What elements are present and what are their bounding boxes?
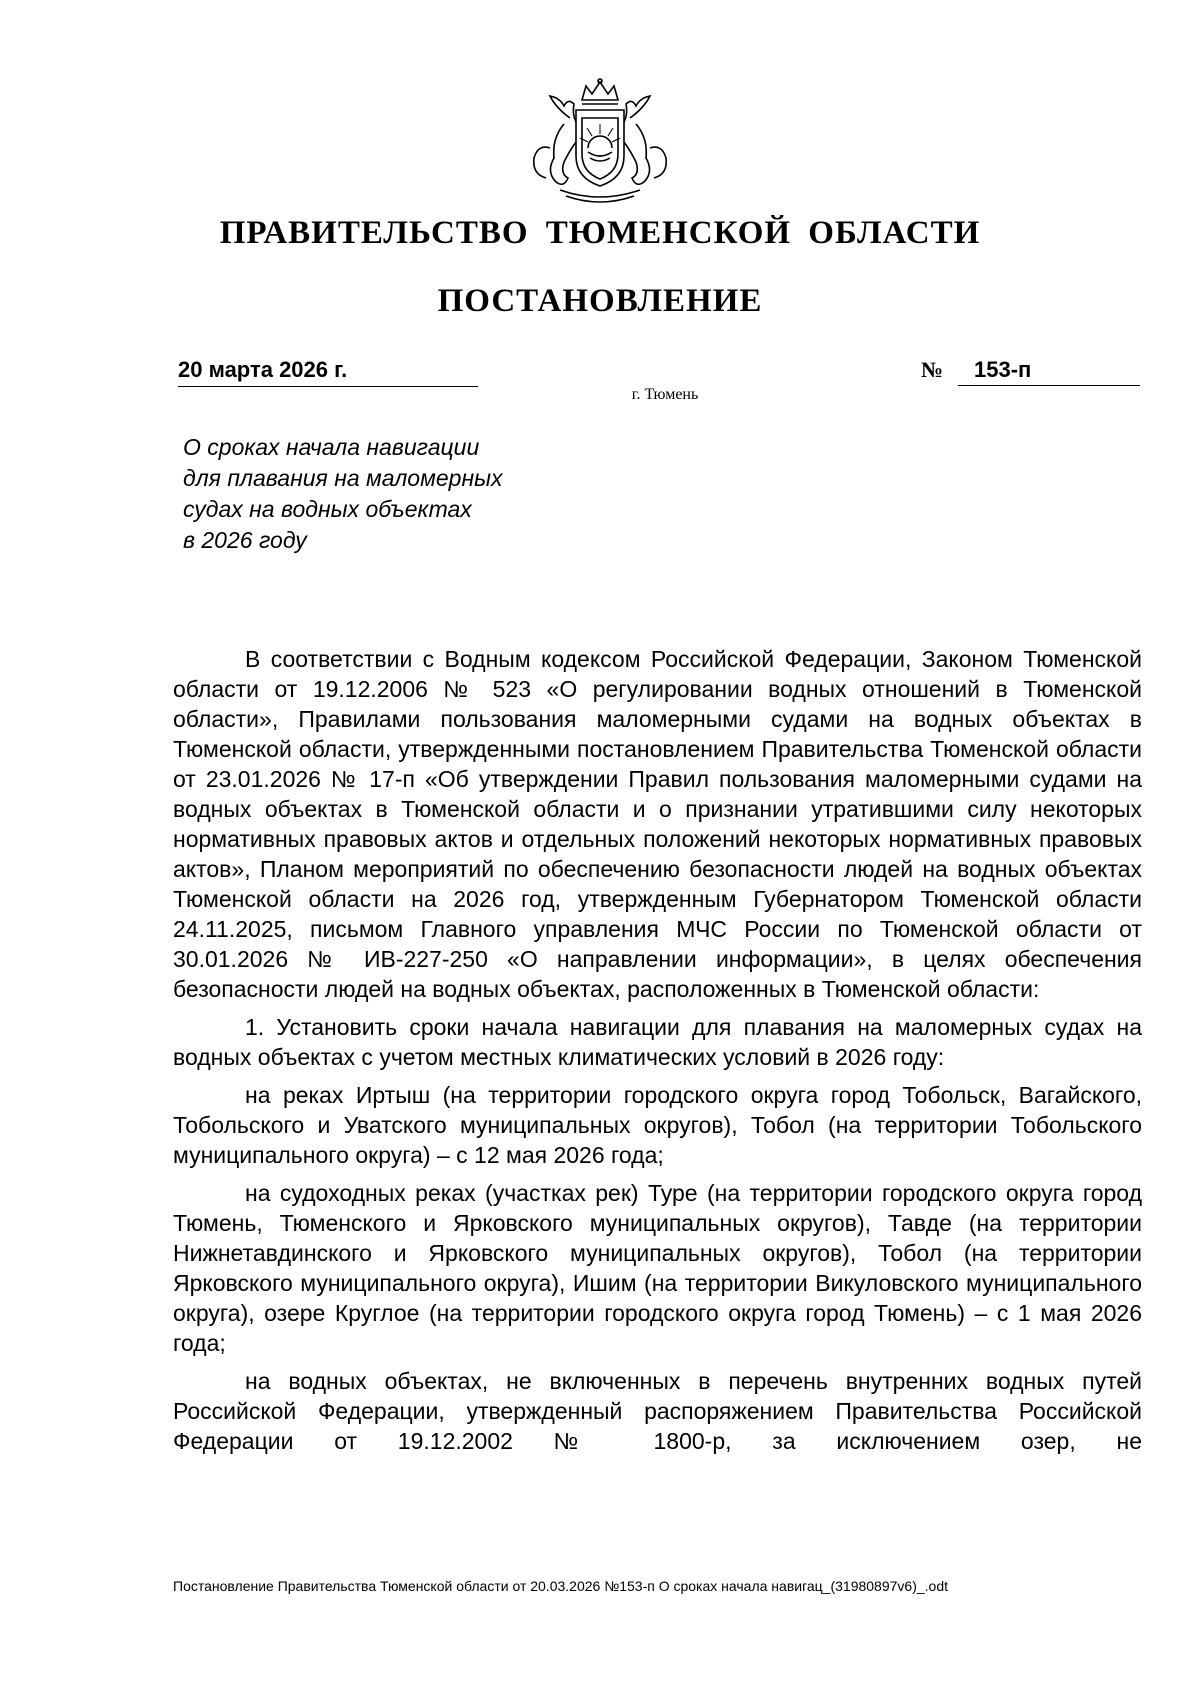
paragraph-other-water-bodies: на водных объектах, не включенных в перечень внутренних водных путей Российской Федерации, утвержденный распоряжением Правительства Российской Федерации от 19.12.2002 № 1800-р, за исключением озер, не (173, 1368, 1142, 1454)
city: г. Тюмень (631, 386, 699, 403)
subject-line: судах на водных объектах (183, 496, 472, 522)
tyumen-coat-of-arms-icon (520, 78, 680, 208)
paragraph-item-1: 1. Установить сроки начала навигации для плавания на маломерных судах на водных объектах с учетом местных климатических условий в 2026 году: (173, 1014, 1142, 1070)
file-footer: Постановление Правительства Тюменской области от 20.03.2026 №153-п О сроках начала навигац_(31980897v6)_.odt (173, 1578, 949, 1594)
paragraph-preamble: В соответствии с Водным кодексом Российской Федерации, Законом Тюменской области от 19.12.2006 № 523 «О регулировании водных отношений в Тюменской области», Правилами пользования маломерными судами на водных объектах в Тюменской области, утвержденными постановлением Правительства Тюменской области от 23.01.2026 № 17-п «Об утверждении Правил пользования маломерными судами на водных объектах в Тюменской области и о признании утратившими силу некоторых нормативных правовых актов и отдельных положений некоторых нормативных правовых актов», Планом мероприятий по обеспечению безопасности людей на водных объектах Тюменской области на 2026 год, утвержденным Губернатором Тюменской области 24.11.2025, письмом Главного управления МЧС России по Тюменской области от 30.01.2026 № ИВ-227-250 «О направлении информации», в целях обеспечения безопасности людей на водных объектах, расположенных в Тюменской области: (173, 646, 1142, 1002)
government-title: ПРАВИТЕЛЬСТВО ТЮМЕНСКОЙ ОБЛАСТИ (219, 215, 981, 251)
document-date: 20 марта 2026 г. (178, 356, 478, 387)
subject-line: в 2026 году (183, 527, 307, 553)
paragraph-irtysh-tobol: на реках Иртыш (на территории городского округа город Тобольск, Вагайского, Тобольского и Уватского муниципальных округов), Тобол (на территории Тобольского муниципального округа) – с 12 мая 2026 года; (173, 1082, 1142, 1168)
document-number: 153-п (958, 356, 1140, 386)
number-sign: № (921, 357, 944, 382)
subject-line: О сроках начала навигации (183, 434, 480, 460)
subject-line: для плавания на маломерных (183, 465, 503, 491)
document-type: ПОСТАНОВЛЕНИЕ (437, 283, 763, 319)
document-body (173, 644, 1142, 1464)
paragraph-navigable-rivers: на судоходных реках (участках рек) Туре (на территории городского округа город Тюмень, Тюменского и Ярковского муниципальных округов), Тавде (на территории Нижнетавдинского и Ярковского муниципальных округов), Тобол (на территории Ярковского муниципального округа), Ишим (на территории Викуловского муниципального округа), озере Круглое (на территории городского округа город Тюмень) – с 1 мая 2026 года; (173, 1180, 1142, 1356)
document-subject (183, 432, 603, 556)
